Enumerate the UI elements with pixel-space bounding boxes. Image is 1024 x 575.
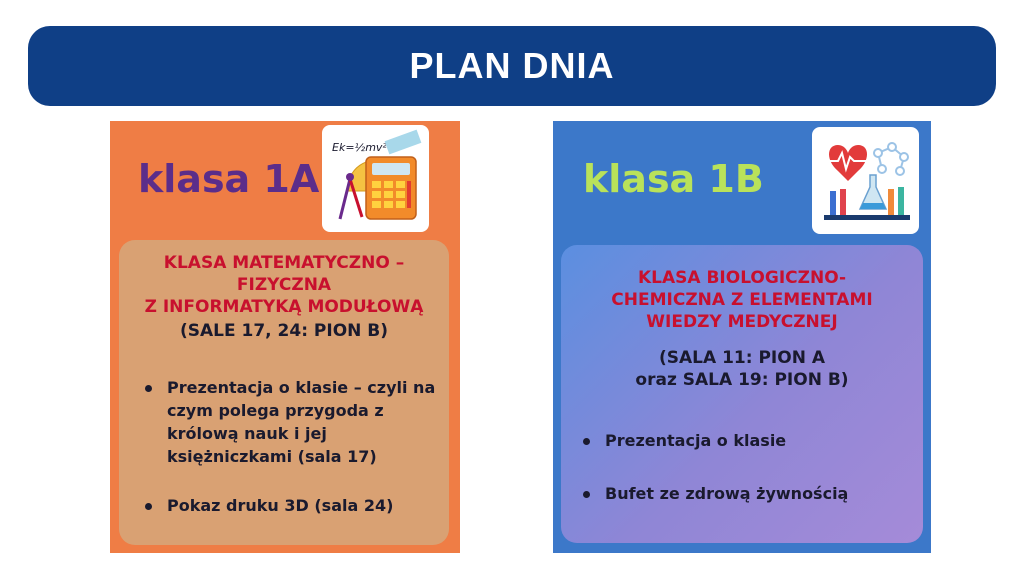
- room-line: oraz SALA 19: PION B): [635, 370, 849, 390]
- class-info-panel-1b: [561, 245, 923, 543]
- class-name-1b: klasa 1B: [583, 157, 764, 201]
- room-info: [119, 320, 449, 342]
- list-item: Prezentacja o klasie – czyli na czym polega przygoda z królową nauk i jej księżniczkami (sala 17): [167, 376, 457, 468]
- class-card-1b: [553, 121, 931, 553]
- room-line: (SALE 17, 24: PION B): [179, 321, 389, 341]
- heading-line: Z INFORMATYKĄ MODUŁOWĄ: [144, 297, 424, 317]
- room-info: [561, 347, 923, 391]
- heading-line: FIZYCZNA: [236, 275, 332, 295]
- list-item: Pokaz druku 3D (sala 24): [167, 494, 457, 517]
- room-line: (SALA 11: PION A: [659, 348, 825, 368]
- class-name-1a: klasa 1A: [138, 157, 320, 201]
- class-profile-heading: [119, 252, 449, 318]
- list-item: Bufet ze zdrową żywnością: [605, 482, 925, 505]
- icon-formula-text: Ek=½mv²: [331, 140, 387, 154]
- medical-lab-icon: [812, 127, 919, 234]
- math-calculator-icon: [322, 125, 429, 232]
- page-title: PLAN DNIA: [409, 45, 615, 86]
- activity-list: [127, 376, 457, 517]
- title-bar: [28, 26, 996, 106]
- activity-list: [565, 429, 925, 505]
- class-profile-heading: [561, 267, 923, 333]
- heading-line: KLASA MATEMATYCZNO –: [163, 253, 405, 273]
- list-item: Prezentacja o klasie: [605, 429, 925, 452]
- heading-line: KLASA BIOLOGICZNO-: [637, 268, 847, 288]
- class-info-panel-1a: [119, 240, 449, 545]
- heading-line: CHEMICZNA Z ELEMENTAMI: [611, 290, 873, 310]
- heading-line: WIEDZY MEDYCZNEJ: [646, 312, 838, 332]
- class-card-1a: [110, 121, 460, 553]
